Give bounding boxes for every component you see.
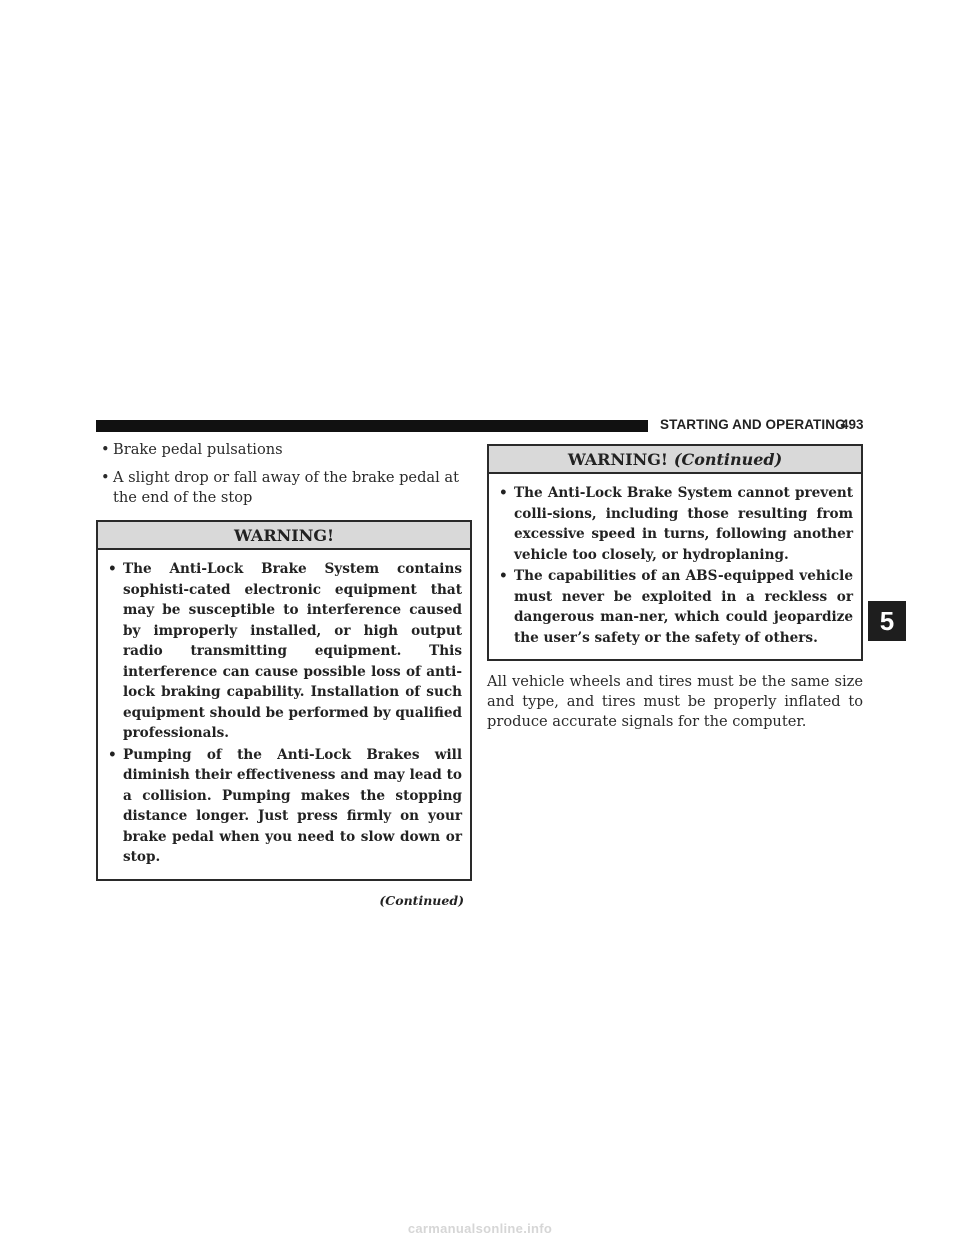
warning-item-text: The Anti-Lock Brake System cannot prevent colli-sions, including those resulting from excessive speed in turns, following another vehicle too closely, or hydroplaning. (514, 485, 853, 563)
warning-heading-text: WARNING! (567, 450, 668, 469)
continued-note: (Continued) (379, 892, 464, 908)
bullet-icon: • (101, 469, 110, 486)
warning-item-text: Pumping of the Anti-Lock Brakes will diminish their effectiveness and may lead to a collision. Pumping makes the stopping distance longer. Just press firmly on your brake pedal when you need to slow down or stop. (123, 746, 462, 865)
header-rule (96, 420, 648, 432)
bullet-icon: • (108, 746, 117, 763)
warning-item (497, 483, 853, 565)
bullet-icon: • (101, 441, 110, 458)
warning-body (489, 474, 861, 659)
warning-heading (98, 522, 470, 550)
warning-list (497, 483, 853, 648)
warning-heading-suffix: (Continued) (673, 450, 783, 469)
chapter-tab: 5 (868, 601, 906, 641)
bullet-icon: • (108, 561, 117, 577)
bullet-icon: • (499, 568, 508, 584)
warning-heading-text: WARNING! (233, 526, 335, 545)
list-item-text: Brake pedal pulsations (113, 441, 283, 458)
warning-body (98, 550, 470, 879)
warning-box (96, 520, 472, 881)
warning-item-text: The Anti-Lock Brake System contains sophisti-cated electronic equipment that may be susceptible to interference caused by improperly installed, or high output radio transmitting equipment. This interference can cause possible loss of anti-lock braking capability. Installation of such equipment should be performed by qualified professionals. (123, 561, 462, 741)
warning-item (106, 559, 462, 744)
warning-item (106, 745, 462, 868)
bullet-list (96, 440, 472, 508)
warning-box-continued (487, 444, 863, 661)
warning-item-text: The capabilities of an ABS-equipped vehicle must never be exploited in a reckless or dangerous man-ner, which could jeopardize the user’s safety or the safety of others. (514, 568, 853, 646)
list-item-text: A slight drop or fall away of the brake pedal at the end of the stop (113, 469, 459, 506)
bullet-icon: • (499, 485, 508, 501)
left-column (96, 440, 472, 908)
right-column (487, 444, 863, 747)
warning-list (106, 559, 462, 868)
watermark: carmanualsonline.info (407, 1221, 553, 1236)
list-item (96, 468, 472, 508)
section-title: STARTING AND OPERATING (660, 417, 846, 432)
warning-item (497, 566, 853, 648)
warning-heading (489, 446, 861, 474)
page-number: 493 (841, 417, 864, 432)
body-paragraph: All vehicle wheels and tires must be the same size and type, and tires must be properly inflated to produce accurate signals for the computer. (487, 673, 863, 730)
list-item (96, 440, 472, 460)
